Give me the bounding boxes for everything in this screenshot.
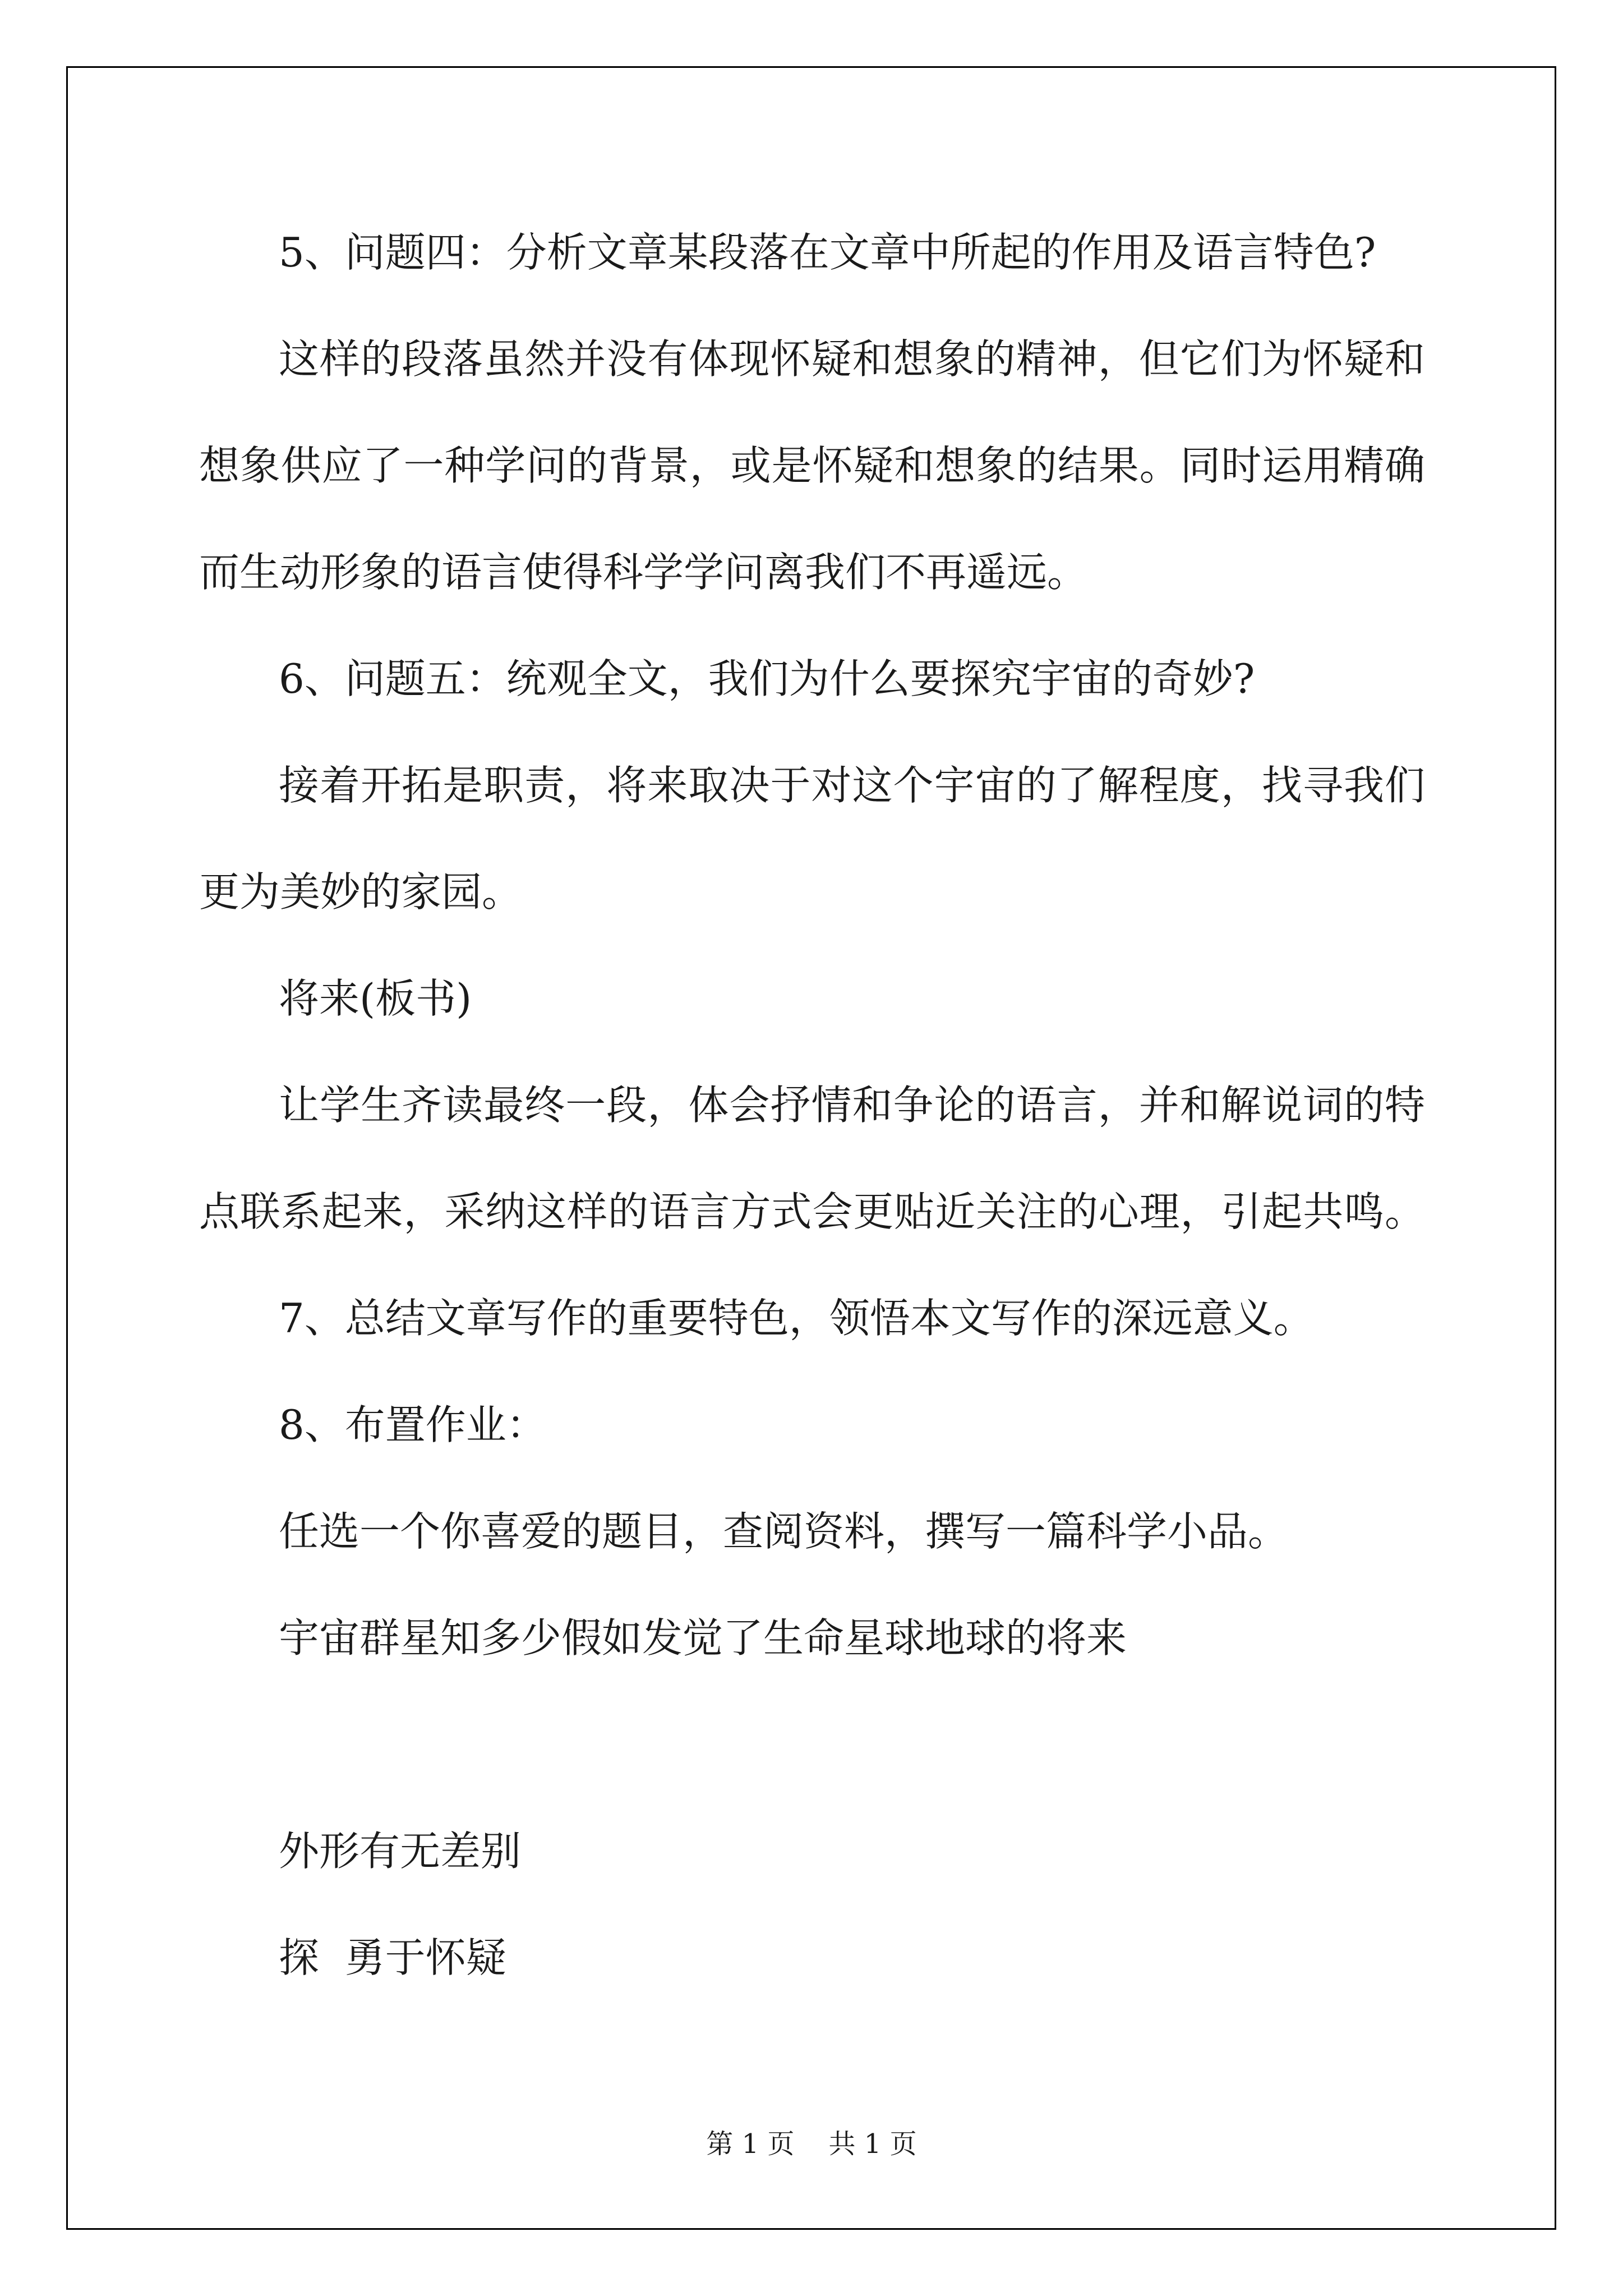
blackboard-note: 将来(板书) (279, 975, 472, 1022)
paragraph-line: 这样的段落虽然并没有体现怀疑和想象的精神，但它们为怀疑和 (279, 335, 1425, 383)
blackboard-outline-line: 探 勇于怀疑 (279, 1934, 506, 1981)
summary-line: 7、总结文章写作的重要特色，领悟本文写作的深远意义。 (279, 1295, 1314, 1342)
paragraph-line: 让学生齐读最终一段，体会抒情和争论的语言，并和解说词的特 (279, 1082, 1425, 1129)
page-border (66, 66, 1556, 2230)
paragraph-line: 而生动形象的语言使得科学学问离我们不再遥远。 (199, 549, 1088, 596)
question-four-line: 5、问题四：分析文章某段落在文章中所起的作用及语言特色? (279, 229, 1376, 276)
page-number-footer: 第 1 页 共 1 页 (706, 2128, 917, 2160)
paragraph-line: 接着开拓是职责，将来取决于对这个宇宙的了解程度，找寻我们 (279, 762, 1425, 809)
paragraph-line: 想象供应了一种学问的背景，或是怀疑和想象的结果。同时运用精确 (199, 442, 1425, 489)
paragraph-line: 点联系起来，采纳这样的语言方式会更贴近关注的心理，引起共鸣。 (199, 1188, 1425, 1235)
blackboard-outline-line: 外形有无差别 (279, 1828, 522, 1875)
question-five-line: 6、问题五：统观全文，我们为什么要探究宇宙的奇妙? (279, 655, 1255, 702)
homework-line: 任选一个你喜爱的题目，查阅资料，撰写一篇科学小品。 (279, 1508, 1289, 1555)
blackboard-outline-line: 宇宙群星知多少假如发觉了生命星球地球的将来 (279, 1614, 1127, 1662)
paragraph-line: 更为美妙的家园。 (199, 868, 523, 915)
homework-heading: 8、布置作业： (279, 1401, 547, 1448)
